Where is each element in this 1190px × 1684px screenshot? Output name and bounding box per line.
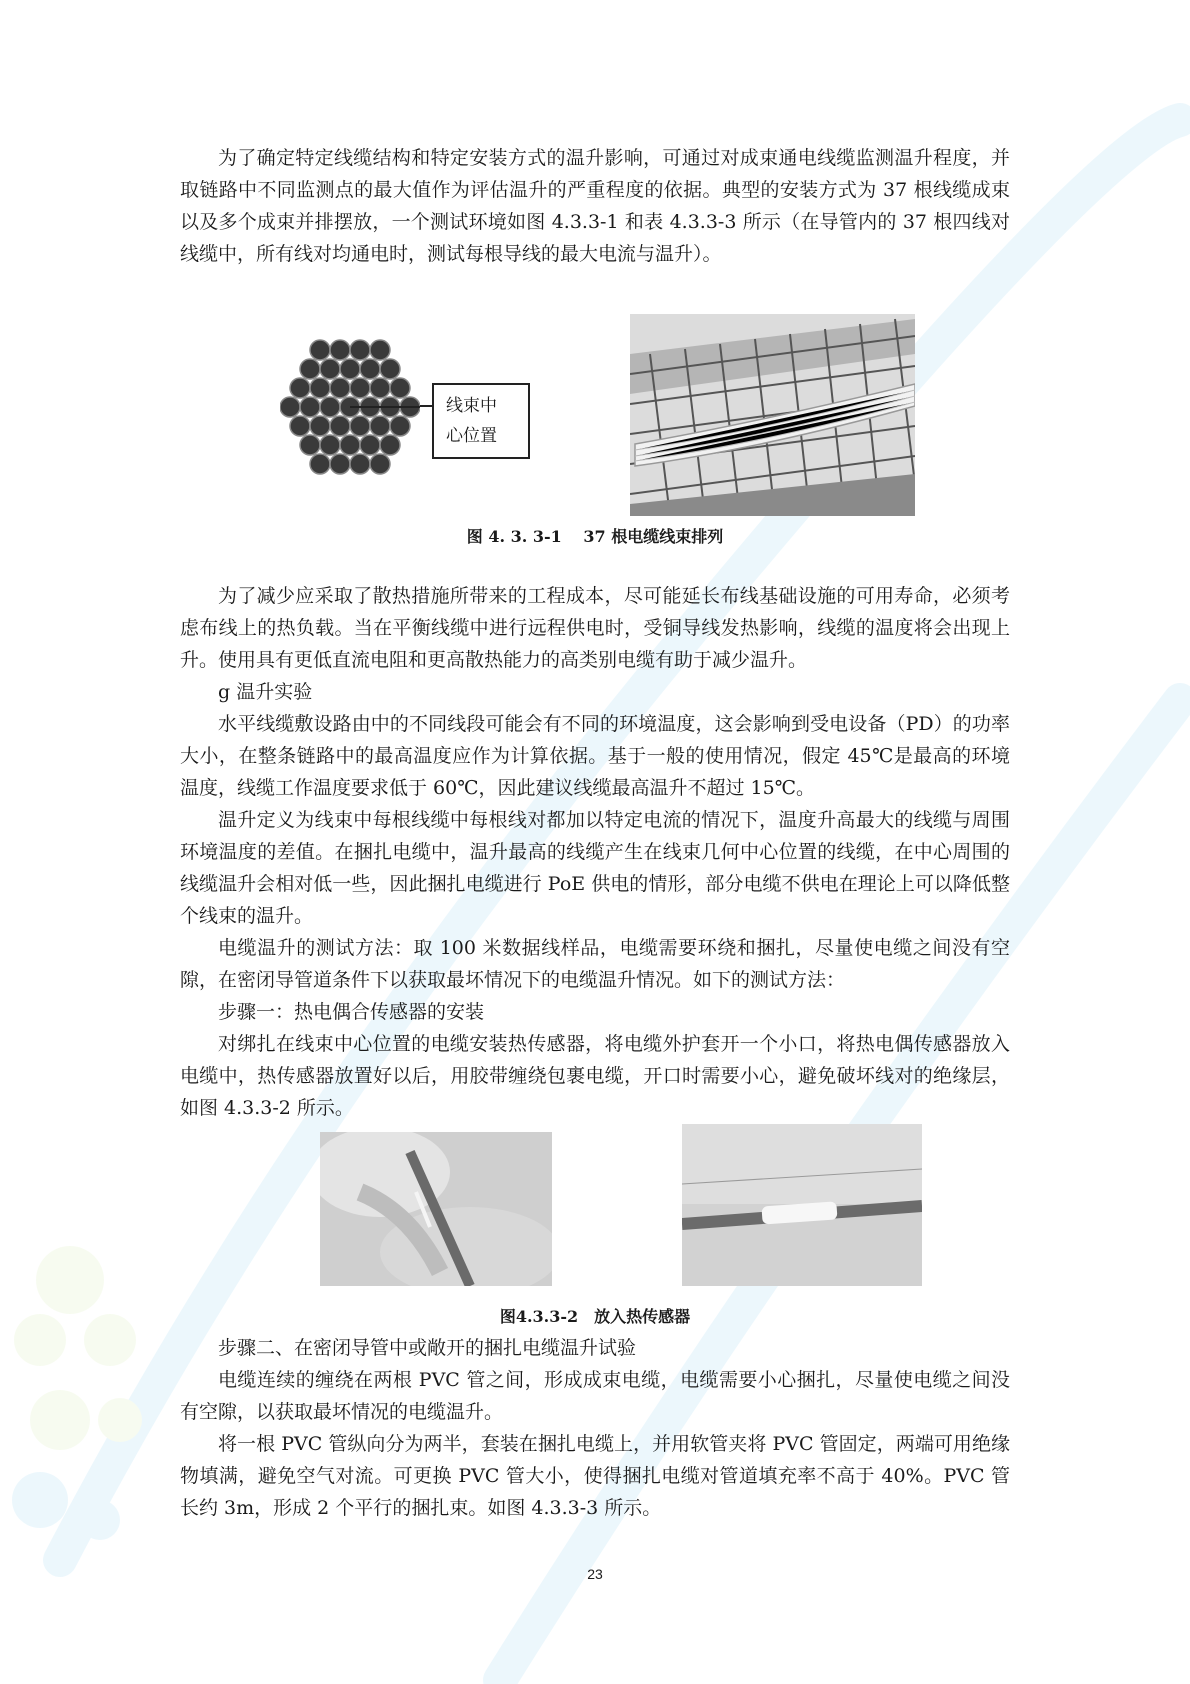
cable-circle (310, 378, 330, 398)
cable-circle (380, 359, 400, 379)
cable-circle (330, 454, 350, 474)
cable-circle (330, 378, 350, 398)
cable-circle (340, 359, 360, 379)
cable-circle (310, 454, 330, 474)
paragraph-bundling: 电缆连续的缠绕在两根 PVC 管之间，形成成束电缆，电缆需要小心捆扎，尽量使电缆之间没有空隙，以获取最坏情况的电缆温升。 (180, 1369, 1010, 1423)
page-number: 23 (587, 1566, 603, 1582)
paragraph-pvc-pipe: 将一根 PVC 管纵向分为两半，套装在捆扎电缆上，并用软管夹将 PVC 管固定，两端可用绝缘物填满，避免空气对流。可更换 PVC 管大小，使得捆扎电缆对管道填充率不高于 40%。PVC 管长约 3m，形成 2 个平行的捆扎束。如图 4.3.3-3 所示。 (180, 1433, 1010, 1519)
cable-circle (350, 340, 370, 360)
cable-circle (300, 359, 320, 379)
cable-circle (290, 416, 310, 436)
cable-circle (370, 340, 390, 360)
paragraph-test-method: 电缆温升的测试方法：取 100 米数据线样品，电缆需要环绕和捆扎，尽量使电缆之间没有空隙，在密闭导管道条件下以获取最坏情况下的电缆温升情况。如下的测试方法： (180, 937, 1010, 991)
cable-tray-photo (630, 314, 915, 516)
cable-circle (320, 397, 340, 417)
sensor-insert-photo (320, 1132, 552, 1286)
cable-bundle-diagram (280, 322, 420, 502)
label-line-1: 线束中 (446, 396, 497, 416)
cable-circle (370, 416, 390, 436)
cable-circle (380, 435, 400, 455)
section-heading-temp-test: g 温升实验 (218, 681, 313, 703)
cable-circle (310, 416, 330, 436)
cable-circle (370, 454, 390, 474)
step-one-heading: 步骤一：热电偶合传感器的安装 (218, 1001, 485, 1023)
cable-circle (330, 340, 350, 360)
taped-cable-photo (682, 1124, 922, 1286)
cable-circle (330, 416, 350, 436)
cable-circle (300, 397, 320, 417)
label-line-2: 心位置 (446, 426, 497, 446)
cable-circle (370, 378, 390, 398)
cable-circle (390, 416, 410, 436)
cable-circle (320, 435, 340, 455)
paragraph-intro: 为了确定特定线缆结构和特定安装方式的温升影响，可通过对成束通电线缆监测温升程度，并取链路中不同监测点的最大值作为评估温升的严重程度的依据。典型的安装方式为 37 根线缆成束以及多个成束并排摆放，一个测试环境如图 4.3.3-1 和表 4.3.3-3 所示（在导管内的 37 根四线对线缆中，所有线对均通电时，测试每根导线的最大电流与温升）。 (180, 147, 1010, 265)
cable-circle (280, 397, 300, 417)
step-two-heading: 步骤二、在密闭导管中或敞开的捆扎电缆温升试验 (218, 1337, 637, 1359)
cable-circle (390, 378, 410, 398)
cable-circle (360, 435, 380, 455)
bundle-center-label (432, 383, 530, 459)
paragraph-ambient-temp: 水平线缆敷设路由中的不同线段可能会有不同的环境温度，这会影响到受电设备（PD）的功率大小，在整条链路中的最高温度应作为计算依据。基于一般的使用情况，假定 45℃是最高的环境温度，线缆工作温度要求低于 60℃，因此建议线缆最高温升不超过 15℃。 (180, 713, 1010, 799)
figure2-caption: 图4.3.3-2 放入热传感器 (499, 1307, 691, 1326)
cable-circle (300, 435, 320, 455)
cable-circle (310, 340, 330, 360)
cable-circle (350, 454, 370, 474)
paragraph-sensor-install: 对绑扎在线束中心位置的电缆安装热传感器，将电缆外护套开一个小口，将热电偶传感器放入电缆中，热传感器放置好以后，用胶带缠绕包裹电缆，开口时需要小心，避免破坏线对的绝缘层，如图 4.3.3-2 所示。 (180, 1033, 1010, 1119)
cable-circle (320, 359, 340, 379)
cable-circle (290, 378, 310, 398)
cable-circle (350, 416, 370, 436)
cable-circle (360, 359, 380, 379)
paragraph-temp-rise-definition: 温升定义为线束中每根线缆中每根线对都加以特定电流的情况下，温度升高最大的线缆与周围环境温度的差值。在捆扎电缆中，温升最高的线缆产生在线束几何中心位置的线缆，在中心周围的线缆温升会相对低一些，因此捆扎电缆进行 PoE 供电的情形，部分电缆不供电在理论上可以降低整个线束的温升。 (180, 809, 1010, 927)
cable-circle (340, 435, 360, 455)
figure1-caption: 图 4. 3. 3-1 37 根电缆线束排列 (466, 527, 724, 546)
paragraph-heat-load: 为了减少应采取了散热措施所带来的工程成本，尽可能延长布线基础设施的可用寿命，必须考虑布线上的热负载。当在平衡线缆中进行远程供电时，受铜导线发热影响，线缆的温度将会出现上升。使用具有更低直流电阻和更高散热能力的高类别电缆有助于减少温升。 (180, 585, 1010, 671)
cable-circle (350, 378, 370, 398)
